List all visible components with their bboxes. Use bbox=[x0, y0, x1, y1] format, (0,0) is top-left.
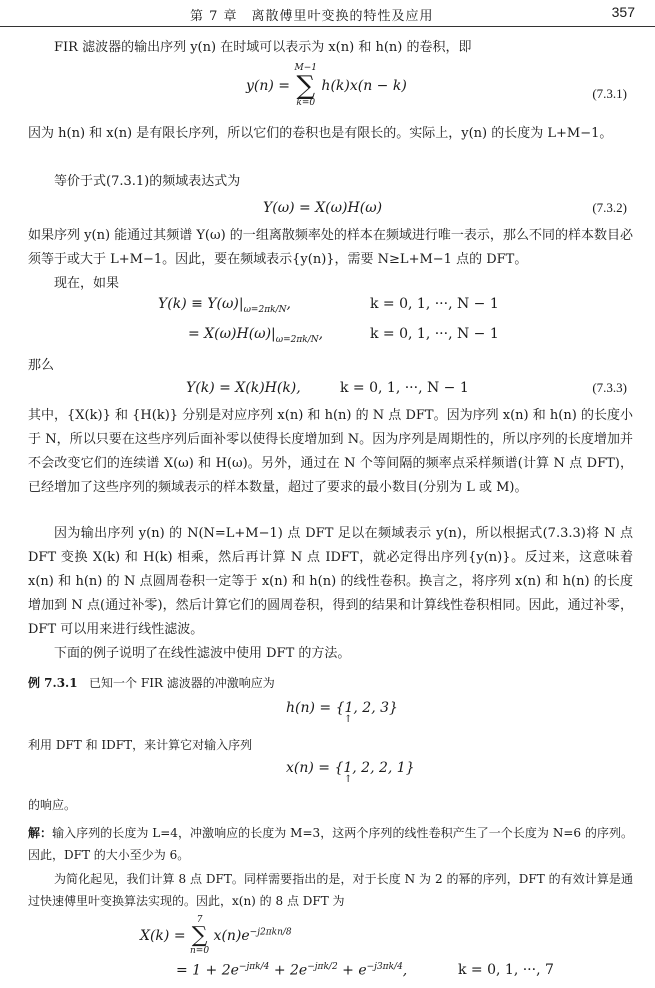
eq6-exp2: −jπk/2 bbox=[307, 962, 338, 972]
origin-arrow-icon: ↑ bbox=[344, 714, 353, 725]
eq3a-lhs: Y(k) ≡ Y(ω)| bbox=[158, 296, 244, 312]
paragraph-8: 因为输出序列 y(n) 的 N(N=L+M−1) 点 DFT 足以在频域表示 y(n)，所以根据式(7.3.3)将 N 点 DFT 变换 X(k) 和 H(k) 相乘，然后再计算 N 点 IDFT，就必定得出序列{y(n)}。反过来，这意味着 x(n) 和 h(n) 的 N 点圆周卷积一定等于 x(n) 和 h(n) 的线性卷积。换言之，将序列 x(n) 和 h(n) 的长度增加到 N 点(通过补零)，然后计算它们的圆周卷积，得到的结果和计算线性卷积相同。因此，通过补零，DFT 可以用来进行线性滤波。 bbox=[28, 526, 633, 637]
example-end: 的响应。 bbox=[28, 798, 77, 812]
sum-symbol: M−1 ∑ k=0 bbox=[294, 63, 317, 108]
equation-number: (7.3.3) bbox=[592, 380, 627, 395]
example-intro bbox=[28, 672, 633, 694]
eq6-part1: = 1 + 2e bbox=[176, 962, 239, 979]
eq6-cond: k = 0, 1, ···, 7 bbox=[458, 962, 554, 978]
eq5-lhs: X(k) = bbox=[140, 928, 191, 944]
eq4-expression: Y(k) = X(k)H(k), bbox=[186, 380, 301, 396]
h-sequence: h(n) = {1, 2, 3} bbox=[286, 700, 398, 716]
eq1-lhs: y(n) = bbox=[246, 78, 295, 94]
example-mid: 利用 DFT 和 IDFT，来计算它对输入序列 bbox=[28, 738, 253, 752]
eq6-part2: + 2e bbox=[269, 962, 308, 979]
sum-symbol: 7 ∑ n=0 bbox=[190, 915, 210, 956]
paragraph-7: 其中，{X(k)} 和 {H(k)} 分别是对应序列 x(n) 和 h(n) 的 N 点 DFT。因为序列 x(n) 和 h(n) 的长度小于 N，所以只要在这些序列后面补零以使得长度增加到 N。因为序列是周期性的，所以序列的长度增加并不会改变它们的连续谱 X(ω) 和 H(ω)。另外，通过在 N 个等间隔的频率点采样频谱(计算 N 点 DFT)，已经增加了这些序列的频域表示的样本数量，超过了要求的最小数目(分别为 L 或 M)。 bbox=[28, 408, 633, 495]
equation-7-3-3 bbox=[28, 380, 633, 396]
equation-xk-sum bbox=[28, 916, 633, 956]
equation-7-3-2 bbox=[28, 200, 633, 216]
sum-lower-limit: n=0 bbox=[190, 946, 210, 956]
eq6-exp1: −jπk/4 bbox=[238, 962, 270, 972]
equation-yk-product: = $X(\omega)H(\omega)|_{\omega=2\pi k/N}$, k = 0, 1, ···, N − 1 bbox=[188, 326, 499, 345]
paragraph-1: FIR 滤波器的输出序列 y(n) 在时域可以表示为 x(n) 和 h(n) 的卷积，即 bbox=[54, 40, 472, 55]
eq6-exp3: −j3πk/4 bbox=[366, 962, 403, 972]
page-header bbox=[0, 0, 655, 27]
equation-h bbox=[28, 700, 633, 725]
equation-xk-expanded: = $1 + 2e^{-j\pi k/4} + 2e^{-j\pi k/2} + e^{-j3\pi k/4}$, k = 0, 1, ···, 7 bbox=[176, 962, 554, 979]
equation-number: (7.3.2) bbox=[592, 200, 627, 215]
paragraph-2: 因为 h(n) 和 x(n) 是有限长序列，所以它们的卷积也是有限长的。实际上，y(n) 的长度为 L+M−1。 bbox=[28, 126, 613, 141]
eq3b-cond: k = 0, 1, ···, N − 1 bbox=[370, 326, 499, 342]
eq3a-cond: k = 0, 1, ···, N − 1 bbox=[370, 296, 499, 312]
paragraph-6: 那么 bbox=[28, 358, 55, 373]
sum-upper-limit: M−1 bbox=[294, 63, 317, 73]
equation-7-3-1 bbox=[28, 64, 633, 108]
sum-lower-limit: k=0 bbox=[296, 98, 316, 108]
paragraph-9: 下面的例子说明了在线性滤波中使用 DFT 的方法。 bbox=[54, 646, 351, 661]
solution-paragraph-2: 为简化起见，我们计算 8 点 DFT。同样需要指出的是，对于长度 N 为 2 的幂的序列，DFT 的有效计算是通过快速傅里叶变换算法实现的。因此，x(n) 的 8 点 DFT 为 bbox=[28, 872, 633, 908]
eq3a-sub: ω=2πk/N bbox=[243, 304, 287, 315]
equation-x bbox=[28, 760, 633, 785]
origin-arrow-icon: ↑ bbox=[344, 774, 353, 785]
solution-text: 输入序列的长度为 L=4，冲激响应的长度为 M=3，这两个序列的线性卷积产生了一个长度为 N=6 的序列。因此，DFT 的大小至少为 6。 bbox=[28, 826, 633, 862]
paragraph-3: 等价于式(7.3.1)的频域表达式为 bbox=[54, 174, 241, 189]
eq6-part3: + e bbox=[337, 962, 367, 979]
solution-paragraph bbox=[28, 822, 633, 866]
chapter-title: 第 7 章 离散傅里叶变换的特性及应用 bbox=[190, 9, 434, 24]
paragraph-5: 现在，如果 bbox=[54, 276, 120, 291]
solution-label: 解： bbox=[28, 826, 53, 840]
eq3b-sub: ω=2πk/N bbox=[275, 334, 319, 345]
eq5-exponent: −j2πkn/8 bbox=[249, 927, 292, 938]
example-text: 已知一个 FIR 滤波器的冲激响应为 bbox=[89, 676, 275, 690]
eq5-rhs: x(n)e bbox=[213, 928, 250, 944]
eq4-cond: k = 0, 1, ···, N − 1 bbox=[340, 380, 469, 396]
paragraph-4: 如果序列 y(n) 能通过其频谱 Y(ω) 的一组离散频率处的样本在频域进行唯一表示，那么不同的样本数目必须等于或大于 L+M−1。因此，要在频域表示{y(n)}，需要 N≥L+M−1 点的 DFT。 bbox=[28, 228, 633, 267]
equation-number: (7.3.1) bbox=[592, 86, 627, 101]
page-number: 357 bbox=[611, 4, 635, 20]
eq3b-lhs: = X(ω)H(ω)| bbox=[188, 326, 276, 342]
x-sequence: x(n) = {1, 2, 2, 1} bbox=[286, 760, 415, 776]
equation-yk-def: $Y(k) \equiv Y(\omega)|_{\omega=2\pi k/N}$, k = 0, 1, ···, N − 1 bbox=[158, 296, 499, 315]
example-label: 例 7.3.1 bbox=[28, 676, 78, 690]
sum-upper-limit: 7 bbox=[196, 915, 203, 925]
eq1-rhs: h(k)x(n − k) bbox=[321, 78, 407, 94]
eq2-expression: Y(ω) = X(ω)H(ω) bbox=[263, 200, 383, 216]
